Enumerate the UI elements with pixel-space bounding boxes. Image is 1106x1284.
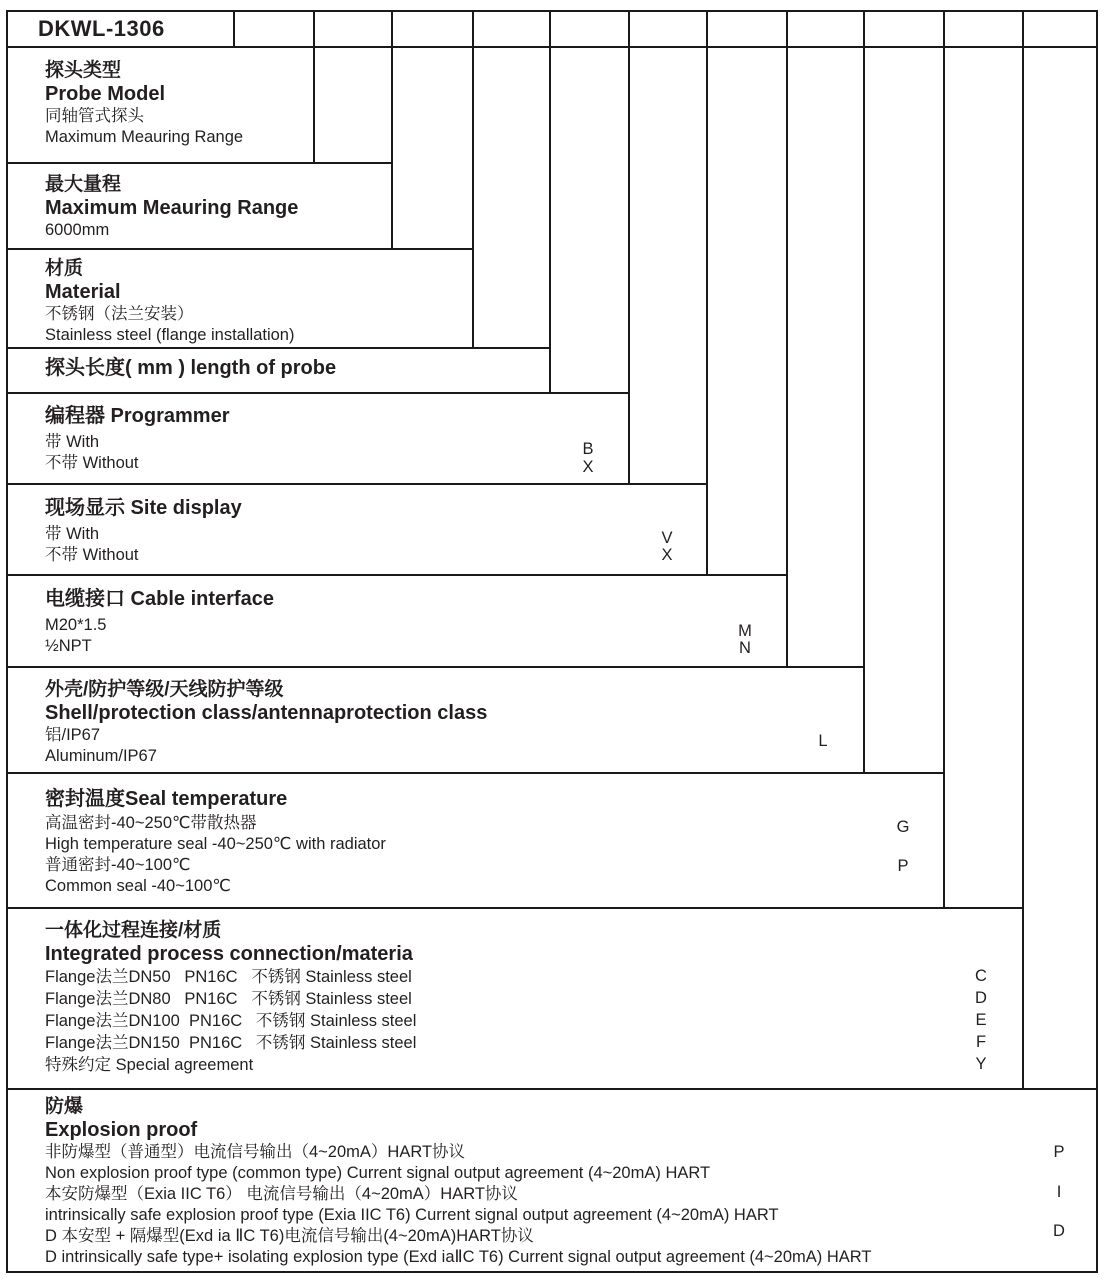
table-column-line-10 bbox=[943, 10, 945, 909]
section-title-cn: 一体化过程连接/材质 bbox=[45, 920, 222, 941]
option-line: ½NPT bbox=[45, 637, 92, 655]
section-title-en: Probe Model bbox=[45, 83, 166, 105]
section-site-display bbox=[45, 496, 242, 566]
option-line: High temperature seal -40~250℃ with radiator bbox=[45, 835, 386, 853]
table-border-row6-top bbox=[6, 483, 706, 485]
section-title-en: Explosion proof bbox=[45, 1119, 198, 1141]
section-probe-model bbox=[45, 59, 243, 148]
option-line: intrinsically safe explosion proof type (Exia IIC T6) Current signal output agreement (4~20mA) HART bbox=[45, 1206, 779, 1224]
section-seal-temperature bbox=[45, 787, 386, 897]
section-max-range bbox=[45, 173, 298, 241]
table-border-row4-top bbox=[6, 347, 549, 349]
option-line: Non explosion proof type (common type) Current signal output agreement (4~20mA) HART bbox=[45, 1164, 711, 1182]
option-line: Aluminum/IP67 bbox=[45, 747, 157, 765]
option-line: M20*1.5 bbox=[45, 616, 107, 634]
code-non-explosion-proof: P bbox=[1053, 1143, 1065, 1161]
table-column-line-3 bbox=[391, 10, 393, 250]
code-seal-common: P bbox=[897, 857, 909, 875]
code-cable-npt: N bbox=[739, 639, 751, 657]
section-title-cn: 密封温度Seal temperature bbox=[45, 788, 288, 810]
table-column-line-11 bbox=[1022, 10, 1024, 1090]
code-isolating-explosion: D bbox=[1053, 1222, 1065, 1240]
section-title-cn: 探头长度( mm ) length of probe bbox=[45, 357, 337, 379]
section-cable-interface bbox=[45, 587, 274, 657]
code-programmer-with: B bbox=[582, 440, 594, 458]
table-border-row2-top bbox=[6, 162, 391, 164]
section-title-cn: 外壳/防护等级/天线防护等级 bbox=[45, 679, 284, 700]
option-line: Common seal -40~100℃ bbox=[45, 877, 231, 895]
code-flange-dn100: E bbox=[975, 1011, 987, 1029]
option-line: D 本安型 + 隔爆型(Exd ia ⅡC T6)电流信号输出(4~20mA)HART协议 bbox=[45, 1227, 534, 1245]
table-column-line-1 bbox=[233, 10, 235, 48]
table-column-line-8 bbox=[786, 10, 788, 668]
code-intrinsically-safe: I bbox=[1056, 1183, 1062, 1201]
option-line: 同轴管式探头 bbox=[45, 107, 144, 125]
code-display-with: V bbox=[661, 529, 673, 547]
code-shell-aluminum: L bbox=[818, 732, 828, 750]
section-material bbox=[45, 257, 294, 346]
option-line: 铝/IP67 bbox=[45, 726, 101, 744]
section-process-connection bbox=[45, 919, 416, 1076]
option-line: Flange法兰DN100 PN16C 不锈钢 Stainless steel bbox=[45, 1012, 417, 1030]
option-line: 不带 Without bbox=[45, 546, 139, 564]
section-title-en: Shell/protection class/antennaprotection class bbox=[45, 702, 488, 724]
code-flange-dn50: C bbox=[975, 967, 987, 985]
table-column-line-5 bbox=[549, 10, 551, 394]
option-line: Stainless steel (flange installation) bbox=[45, 326, 295, 344]
table-column-line-4 bbox=[472, 10, 474, 349]
section-title-cn: 编程器 Programmer bbox=[45, 405, 230, 427]
section-title-cn: 现场显示 Site display bbox=[45, 497, 242, 519]
option-line: 本安防爆型（Exia IIC T6） 电流信号输出（4~20mA）HART协议 bbox=[45, 1185, 518, 1203]
model-number: DKWL-1306 bbox=[38, 16, 165, 41]
section-probe-length bbox=[45, 357, 336, 380]
table-border-row11-top bbox=[6, 1088, 1098, 1090]
option-line: 普通密封-40~100℃ bbox=[45, 856, 191, 874]
option-line: Flange法兰DN80 PN16C 不锈钢 Stainless steel bbox=[45, 990, 412, 1008]
option-line: 不带 Without bbox=[45, 454, 139, 472]
section-title-cn: 防爆 bbox=[45, 1096, 84, 1117]
table-column-line-6 bbox=[628, 10, 630, 485]
section-programmer bbox=[45, 404, 230, 474]
section-shell-protection bbox=[45, 678, 487, 767]
code-seal-high-temp: G bbox=[896, 818, 910, 836]
section-title-en: Material bbox=[45, 281, 121, 303]
table-column-line-2 bbox=[313, 10, 315, 164]
option-line: 非防爆型（普通型）电流信号输出（4~20mA）HART协议 bbox=[45, 1143, 466, 1161]
option-line: 高温密封-40~250℃带散热器 bbox=[45, 814, 257, 832]
option-line: Flange法兰DN150 PN16C 不锈钢 Stainless steel bbox=[45, 1034, 417, 1052]
section-title-cn: 探头类型 bbox=[45, 60, 122, 81]
table-border-row5-top bbox=[6, 392, 628, 394]
table-border-row3-top bbox=[6, 248, 472, 250]
section-title-cn: 电缆接口 Cable interface bbox=[45, 588, 274, 610]
option-line: 6000mm bbox=[45, 221, 110, 239]
option-line: Flange法兰DN50 PN16C 不锈钢 Stainless steel bbox=[45, 968, 412, 986]
code-flange-dn80: D bbox=[975, 989, 987, 1007]
table-border-row7-top bbox=[6, 574, 786, 576]
section-title-cn: 材质 bbox=[45, 258, 84, 279]
option-line: D intrinsically safe type+ isolating explosion type (Exd iaⅡC T6) Current signal output agreement (4~20mA) HART bbox=[45, 1248, 872, 1266]
table-border-row9-top bbox=[6, 772, 943, 774]
section-explosion-proof bbox=[45, 1095, 871, 1268]
code-programmer-without: X bbox=[582, 458, 594, 476]
table-column-line-7 bbox=[706, 10, 708, 576]
section-title-en: Maximum Meauring Range bbox=[45, 197, 299, 219]
table-column-line-9 bbox=[863, 10, 865, 774]
option-line: Maximum Meauring Range bbox=[45, 128, 244, 146]
code-flange-dn150: F bbox=[975, 1033, 987, 1051]
code-cable-m20: M bbox=[738, 622, 752, 640]
table-border-row10-top bbox=[6, 907, 1022, 909]
option-line: 带 With bbox=[45, 525, 100, 543]
option-line: 带 With bbox=[45, 433, 100, 451]
section-title-en: Integrated process connection/materia bbox=[45, 943, 413, 965]
code-special-agreement: Y bbox=[975, 1055, 987, 1073]
option-line: 特殊约定 Special agreement bbox=[45, 1056, 254, 1074]
code-display-without: X bbox=[661, 546, 673, 564]
section-title-cn: 最大量程 bbox=[45, 174, 122, 195]
option-line: 不锈钢（法兰安装） bbox=[45, 305, 194, 323]
table-border-header-bottom bbox=[6, 46, 1098, 48]
table-border-row8-top bbox=[6, 666, 863, 668]
